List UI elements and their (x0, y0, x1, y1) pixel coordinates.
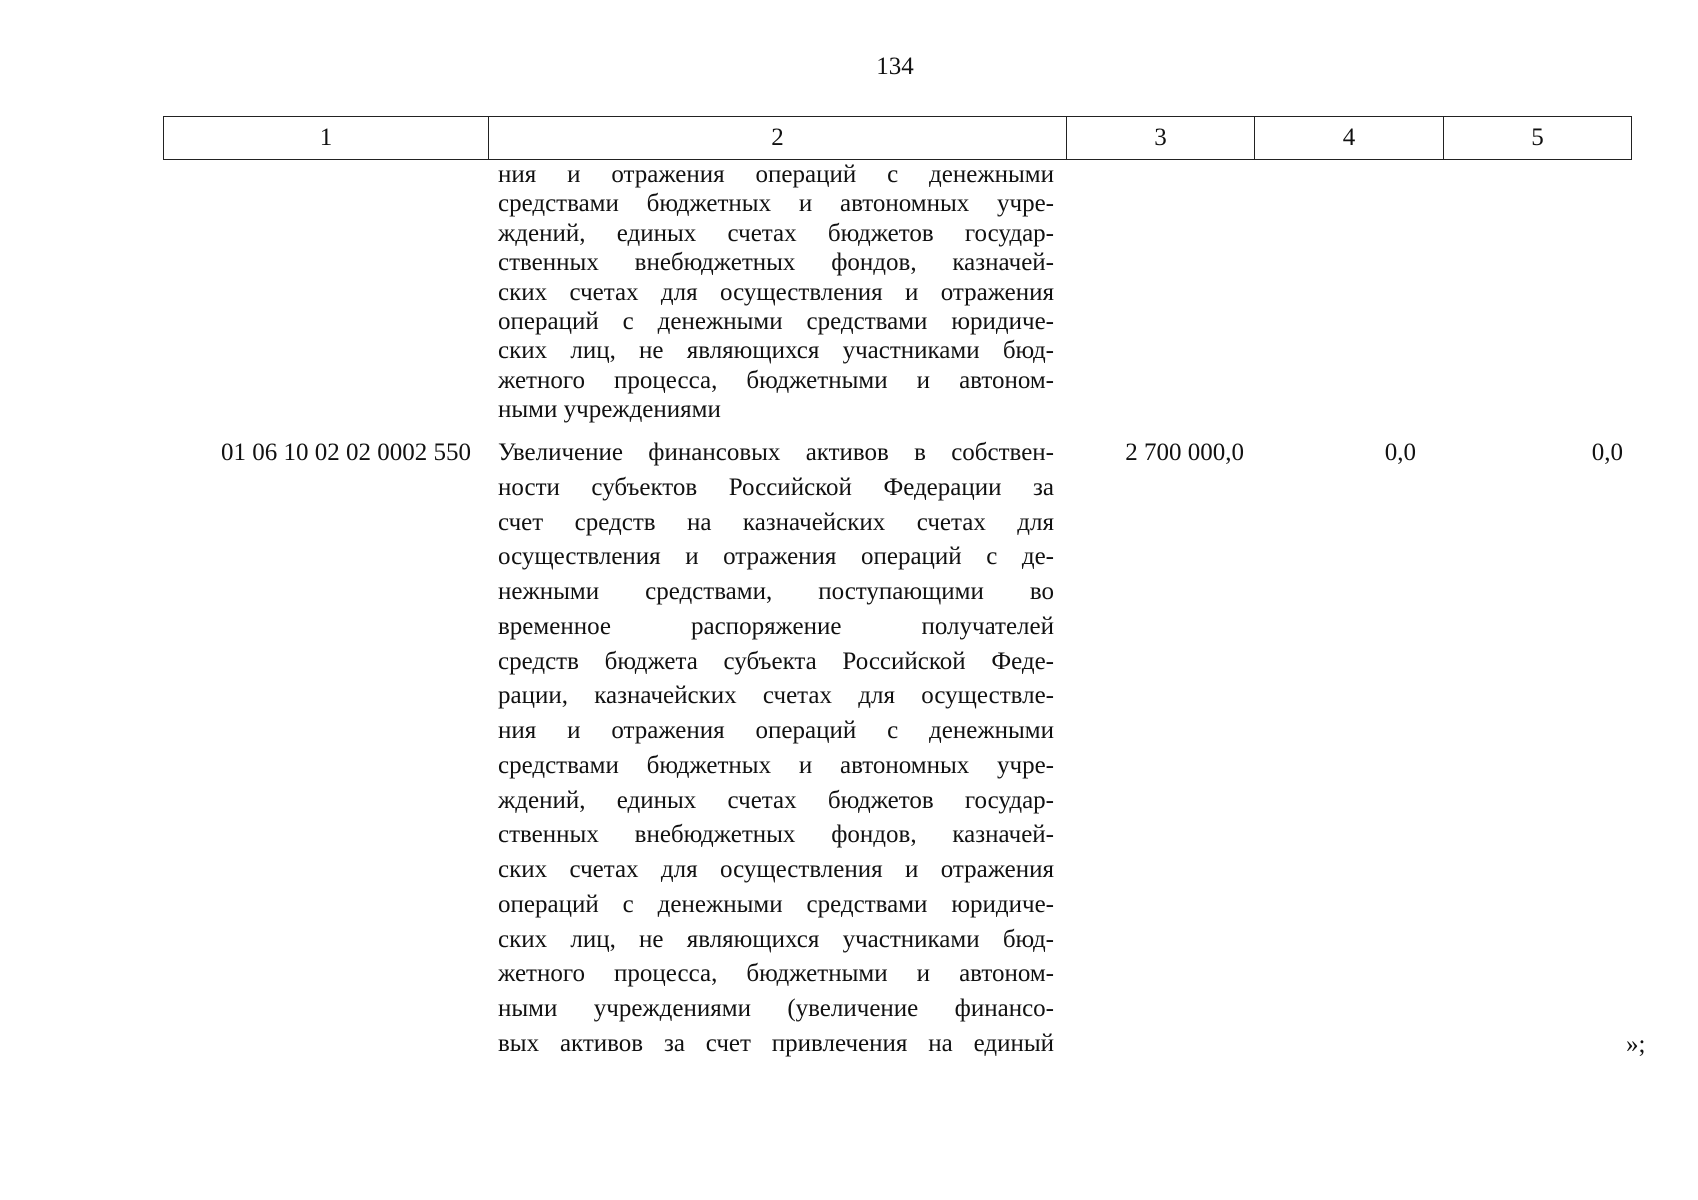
text-line: ственных внебюджетных фондов, казначей- (498, 821, 1054, 849)
column-header-2: 2 (489, 117, 1067, 160)
text-line: ских лиц, не являющихся участниками бюд- (498, 925, 1054, 953)
row-value-col5: 0,0 (1591, 439, 1623, 466)
table-header-row (164, 117, 1632, 160)
text-line: ских лиц, не являющихся участниками бюд- (498, 337, 1054, 365)
row-description (498, 436, 1054, 1062)
text-line: ских счетах для осуществления и отражения (498, 278, 1054, 306)
text-line: ских счетах для осуществления и отражения (498, 856, 1054, 883)
text-line: ждений, единых счетах бюджетов государ- (498, 219, 1054, 247)
column-header-3: 3 (1067, 117, 1255, 160)
row-value-col4: 0,0 (1384, 439, 1416, 466)
text-line: ными учреждениями (498, 396, 721, 424)
text-line: ния и отражения операций с денежными (498, 717, 1054, 744)
text-line: ности субъектов Российской Федерации за (498, 473, 1054, 501)
text-line: ждений, единых счетах бюджетов государ- (498, 786, 1054, 814)
text-line: ными учреждениями (увеличение финансо- (498, 995, 1054, 1022)
text-line: вых активов за счет привлечения на единый (498, 1029, 1054, 1057)
text-line: операций с денежными средствами юридиче- (498, 308, 1054, 336)
text-line: средств бюджета субъекта Российской Феде- (498, 647, 1054, 675)
row-value-col3: 2 700 000,0 (1125, 439, 1244, 466)
page-number: 134 (876, 53, 914, 80)
text-line: нежными средствами, поступающими во (498, 578, 1054, 605)
text-line: операций с денежными средствами юридиче- (498, 890, 1054, 918)
continuation-text (498, 160, 1054, 425)
column-header-5: 5 (1444, 117, 1632, 160)
column-header-4: 4 (1255, 117, 1444, 160)
text-line: ственных внебюджетных фондов, казначей- (498, 249, 1054, 277)
text-line: ния и отражения операций с денежными (498, 161, 1054, 188)
closing-quote-mark: »; (1626, 1031, 1646, 1058)
text-line: счет средств на казначейских счетах для (498, 508, 1054, 536)
column-header-1: 1 (164, 117, 489, 160)
text-line: жетного процесса, бюджетными и автоном- (498, 960, 1054, 988)
table-header (163, 116, 1632, 160)
text-line: средствами бюджетных и автономных учре- (498, 190, 1054, 218)
text-line: рации, казначейских счетах для осуществле- (498, 682, 1054, 710)
text-line: временное распоряжение получателей (498, 612, 1054, 640)
row-code: 01 06 10 02 02 0002 550 (221, 439, 471, 466)
text-line: Увеличение финансовых активов в собствен- (498, 439, 1054, 466)
text-line: жетного процесса, бюджетными и автоном- (498, 366, 1054, 394)
text-line: осуществления и отражения операций с де- (498, 543, 1054, 571)
text-line: средствами бюджетных и автономных учре- (498, 751, 1054, 779)
